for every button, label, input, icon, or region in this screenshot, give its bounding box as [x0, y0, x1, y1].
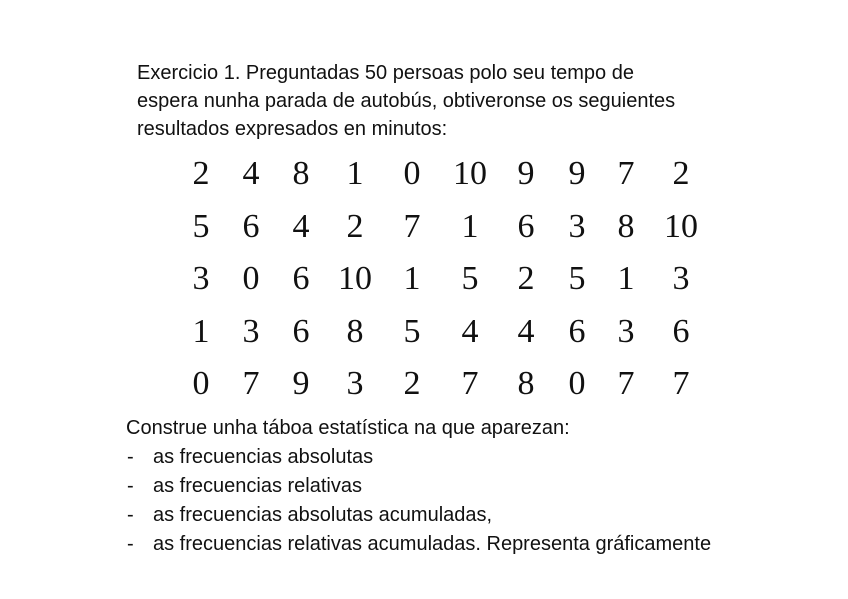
data-value: 6: [292, 260, 310, 298]
data-value: 7: [617, 155, 635, 193]
list-item: [126, 472, 816, 501]
statement-line-1: Exercicio 1. Preguntadas 50 persoas polo seu tempo de: [137, 62, 634, 84]
data-value: 2: [672, 155, 690, 193]
data-value: 5: [461, 260, 479, 298]
list-item-text: as frecuencias relativas: [153, 475, 362, 497]
data-value: 2: [517, 260, 535, 298]
data-value: 5: [192, 207, 210, 245]
statement-line-3: resultados expresados en minutos:: [137, 118, 448, 140]
data-value: 8: [617, 207, 635, 245]
list-item: [126, 443, 816, 472]
data-row: [176, 358, 712, 411]
list-item-text: as frecuencias absolutas: [153, 446, 374, 468]
data-value: 9: [568, 155, 586, 193]
data-row: [176, 148, 712, 201]
data-value: 5: [568, 260, 586, 298]
data-row: [176, 253, 712, 306]
task-heading: Construe unha táboa estatística na que aparezan:: [126, 417, 570, 439]
statement-line-2: espera nunha parada de autobús, obtiveronse os seguientes: [137, 90, 676, 112]
data-value: 10: [664, 207, 698, 245]
data-value: 0: [568, 365, 586, 403]
data-value: 0: [242, 260, 260, 298]
data-value: 7: [617, 365, 635, 403]
list-item-text: as frecuencias absolutas acumuladas,: [153, 504, 493, 526]
data-value: 2: [346, 207, 364, 245]
data-value: 1: [461, 207, 479, 245]
data-value: 6: [292, 312, 310, 350]
data-value: 6: [517, 207, 535, 245]
bullet-dash: -: [127, 533, 134, 555]
data-value: 4: [517, 312, 535, 350]
data-value: 2: [192, 155, 210, 193]
list-item: [126, 530, 816, 559]
data-value: 1: [617, 260, 635, 298]
data-value: 3: [346, 365, 364, 403]
bullet-dash: -: [127, 475, 134, 497]
data-value: 3: [568, 207, 586, 245]
data-value: 7: [672, 365, 690, 403]
data-value: 5: [403, 312, 421, 350]
data-value: 9: [517, 155, 535, 193]
data-value: 1: [192, 312, 210, 350]
data-value: 7: [461, 365, 479, 403]
waiting-times-data-grid: [176, 148, 712, 411]
data-value: 0: [192, 365, 210, 403]
data-value: 1: [403, 260, 421, 298]
data-value: 6: [568, 312, 586, 350]
bullet-dash: -: [127, 504, 134, 526]
bullet-dash: -: [127, 446, 134, 468]
data-value: 6: [242, 207, 260, 245]
data-value: 8: [292, 155, 310, 193]
list-item-text: as frecuencias relativas acumuladas. Representa gráficamente: [153, 533, 712, 555]
data-value: 3: [672, 260, 690, 298]
data-value: 7: [403, 207, 421, 245]
data-value: 3: [617, 312, 635, 350]
data-value: 8: [517, 365, 535, 403]
data-value: 0: [403, 155, 421, 193]
data-value: 9: [292, 365, 310, 403]
list-item: [126, 501, 816, 530]
data-value: 8: [346, 312, 364, 350]
task-instructions: [126, 414, 816, 559]
data-value: 3: [242, 312, 260, 350]
data-value: 3: [192, 260, 210, 298]
data-value: 10: [453, 155, 487, 193]
data-value: 4: [292, 207, 310, 245]
data-value: 4: [461, 312, 479, 350]
data-value: 1: [346, 155, 364, 193]
data-value: 2: [403, 365, 421, 403]
task-list: [126, 443, 816, 559]
data-value: 7: [242, 365, 260, 403]
exercise-statement: [137, 59, 797, 143]
data-row: [176, 306, 712, 359]
data-value: 6: [672, 312, 690, 350]
data-value: 4: [242, 155, 260, 193]
data-row: [176, 201, 712, 254]
data-value: 10: [338, 260, 372, 298]
